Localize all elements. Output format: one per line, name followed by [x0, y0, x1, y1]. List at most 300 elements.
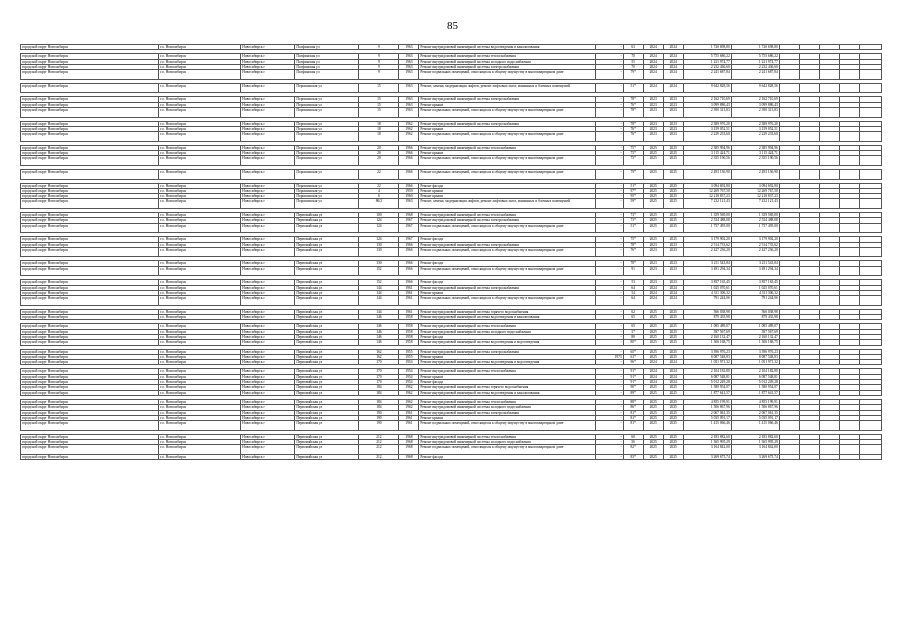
cell-c11: 2025 — [663, 405, 683, 410]
cell-c5: 9 — [359, 54, 399, 59]
cell-c13: 12 269 767,50 — [731, 188, 779, 193]
cell-c11: 2025 — [663, 145, 683, 150]
cell-c5: 6 — [359, 194, 399, 199]
cell-c12: 5 035 091,17 — [683, 415, 731, 420]
table-row — [21, 83, 882, 93]
cell-c10: 2025 — [643, 199, 663, 209]
cell-c10: 2025 — [643, 329, 663, 334]
cell-c6: 1966 — [399, 169, 419, 179]
cell-c8: - — [595, 360, 623, 365]
cell-c7: Ремонт внутридомовой инженерной системы электроснабжения — [419, 121, 595, 126]
cell-c4: Первомайская ул — [295, 415, 359, 420]
cell-c4: Порошинская ул — [295, 83, 359, 93]
cell-c1: городской округ Новосибирск — [21, 45, 159, 50]
cell-c10: 2025 — [643, 194, 663, 199]
cell-c8: - — [595, 434, 623, 439]
cell-c4: Первомайская ул — [295, 266, 359, 276]
cell-c3: Новосибирск г — [241, 194, 295, 199]
cell-c10: 2023 — [643, 102, 663, 107]
cell-c9: 81* — [623, 421, 643, 431]
cell-c8: - — [595, 390, 623, 395]
cell-c6: 1961 — [399, 309, 419, 314]
cell-c7: Ремонт крыши — [419, 354, 595, 359]
cell-c5: 124 — [359, 237, 399, 242]
cell-c10: 2025 — [643, 183, 663, 188]
empty-cell — [779, 454, 799, 459]
cell-c1: городской округ Новосибирск — [21, 315, 159, 320]
cell-c3: Новосибирск г — [241, 334, 295, 339]
cell-c13: 2 355 190,56 — [731, 156, 779, 166]
cell-c3: Новосибирск г — [241, 151, 295, 156]
cell-c12: 2 355 190,56 — [683, 156, 731, 166]
cell-c6: 1967 — [399, 223, 419, 233]
cell-c12: 2 385 994,96 — [683, 145, 731, 150]
cell-c12: 4 855 199,91 — [683, 399, 731, 404]
cell-c8: - — [595, 132, 623, 142]
cell-c5: 162 — [359, 354, 399, 359]
cell-c8: 1973 — [595, 354, 623, 359]
cell-c9: 64 — [623, 296, 643, 306]
cell-c2: г.о. Новосибирск — [159, 290, 241, 295]
cell-c12: 1 051 971,32 — [683, 360, 731, 365]
empty-cell — [819, 83, 839, 93]
cell-c7: Ремонт внутридомовой инженерной системы теплоснабжения — [419, 369, 595, 374]
cell-c2: г.о. Новосибирск — [159, 280, 241, 285]
cell-c3: Новосибирск г — [241, 296, 295, 306]
cell-c13: 1 221 974,77 — [731, 59, 779, 64]
cell-c10: 2023 — [643, 261, 663, 266]
cell-c11: 2024 — [663, 54, 683, 59]
cell-c6: 1963 — [399, 83, 419, 93]
cell-c6: 1954 — [399, 380, 419, 385]
empty-cell — [779, 169, 799, 179]
cell-c8: - — [595, 324, 623, 329]
cell-c3: Новосибирск г — [241, 132, 295, 142]
empty-cell — [799, 70, 819, 80]
cell-c5: 170 — [359, 360, 399, 365]
cell-c13: 566 038,98 — [731, 309, 779, 314]
cell-c9: 91* — [623, 380, 643, 385]
cell-c1: городской округ Новосибирск — [21, 285, 159, 290]
cell-c3: Новосибирск г — [241, 70, 295, 80]
cell-c13: 3 857 165,45 — [731, 280, 779, 285]
cell-c9: 90* — [623, 385, 643, 390]
cell-c6: 1968 — [399, 213, 419, 218]
cell-c11: 2025 — [663, 349, 683, 354]
cell-c11: 2025 — [663, 385, 683, 390]
cell-c12: 2 067 061,35 — [683, 410, 731, 415]
cell-c1: городской округ Новосибирск — [21, 145, 159, 150]
cell-c7: Ремонт фасада — [419, 237, 595, 242]
cell-c13: 3 491 294,34 — [731, 266, 779, 276]
cell-c1: городской округ Новосибирск — [21, 290, 159, 295]
cell-c6: 1966 — [399, 261, 419, 266]
cell-c11: 2023 — [663, 280, 683, 285]
empty-cell — [839, 199, 859, 209]
cell-c7: Ремонт фасада — [419, 334, 595, 339]
cell-c3: Новосибирск г — [241, 223, 295, 233]
cell-c13: 3 159 052,51 — [731, 126, 779, 131]
cell-c9: 76* — [623, 126, 643, 131]
empty-cell — [839, 223, 859, 233]
cell-c4: Первомайская ул — [295, 334, 359, 339]
cell-c1: городской округ Новосибирск — [21, 218, 159, 223]
cell-c12: 566 038,98 — [683, 309, 731, 314]
cell-c2: г.о. Новосибирск — [159, 83, 241, 93]
cell-c3: Новосибирск г — [241, 369, 295, 374]
cell-c6: 1963 — [399, 107, 419, 117]
cell-c3: Новосибирск г — [241, 380, 295, 385]
cell-c6: 1958 — [399, 315, 419, 320]
cell-c2: г.о. Новосибирск — [159, 380, 241, 385]
cell-c12: 1 415 066,46 — [683, 421, 731, 431]
cell-c8: - — [595, 97, 623, 102]
cell-c5: 184 — [359, 390, 399, 395]
cell-c11: 2025 — [663, 434, 683, 439]
cell-c6: 1961 — [399, 285, 419, 290]
cell-c13: 1 757 495,00 — [731, 223, 779, 233]
cell-c12: 6 087 548,81 — [683, 374, 731, 379]
cell-c10: 2025 — [643, 156, 663, 166]
cell-c8: - — [595, 121, 623, 126]
cell-c12: 2 390 313,83 — [683, 107, 731, 117]
cell-c4: Порошинская ул — [295, 126, 359, 131]
cell-c5: 212 — [359, 454, 399, 459]
cell-c6: 1961 — [399, 410, 419, 415]
cell-c11: 2025 — [663, 410, 683, 415]
cell-c6: 1954 — [399, 360, 419, 365]
cell-c9: 55 — [623, 59, 643, 64]
cell-c9: 64 — [623, 285, 643, 290]
cell-c6: 1963 — [399, 64, 419, 69]
cell-c13: 2 160 132,47 — [731, 334, 779, 339]
cell-c6: 1963 — [399, 199, 419, 209]
cell-c12: 9 642 828,56 — [683, 83, 731, 93]
cell-c12: 1 757 495,00 — [683, 223, 731, 233]
cell-c2: г.о. Новосибирск — [159, 156, 241, 166]
cell-c8: - — [595, 102, 623, 107]
cell-c3: Новосибирск г — [241, 315, 295, 320]
cell-c7: Ремонт фасада — [419, 454, 595, 459]
cell-c13: 2 229 233,60 — [731, 132, 779, 142]
cell-c4: Полфинская ул — [295, 45, 359, 50]
cell-c5: 20 — [359, 151, 399, 156]
cell-c2: г.о. Новосибирск — [159, 405, 241, 410]
cell-c5: 4 — [359, 188, 399, 193]
cell-c7: Ремонт, замена, модернизация лифтов, ремонт лифтовых шахт, машинных и блочных помещений — [419, 199, 595, 209]
cell-c13: 2 493 136,90 — [731, 169, 779, 179]
empty-cell — [799, 421, 819, 431]
cell-c7: Ремонт внутридомовой инженерной системы электроснабжения — [419, 97, 595, 102]
cell-c5: 9 — [359, 70, 399, 80]
cell-c2: г.о. Новосибирск — [159, 194, 241, 199]
cell-c8: - — [595, 399, 623, 404]
cell-c9: 70 — [623, 54, 643, 59]
cell-c5: 124 — [359, 218, 399, 223]
cell-c1: городской округ Новосибирск — [21, 324, 159, 329]
cell-c5: 130 — [359, 242, 399, 247]
cell-c4: Первомайская ул — [295, 218, 359, 223]
cell-c6: 1968 — [399, 440, 419, 445]
cell-c3: Новосибирск г — [241, 218, 295, 223]
cell-c5: 152 — [359, 266, 399, 276]
cell-c10: 2023 — [643, 132, 663, 142]
cell-c8: - — [595, 213, 623, 218]
cell-c13: 1 359 569,00 — [731, 213, 779, 218]
cell-c1: городской округ Новосибирск — [21, 329, 159, 334]
cell-c10: 2023 — [643, 126, 663, 131]
cell-c7: Ремонт внутридомовой инженерной системы горячего водоснабжения — [419, 385, 595, 390]
cell-c7: Ремонт внутридомовой инженерной системы водоотведения и водоотведения — [419, 340, 595, 345]
cell-c2: г.о. Новосибирск — [159, 296, 241, 306]
capital-repair-table — [20, 44, 882, 460]
cell-c1: городской округ Новосибирск — [21, 213, 159, 218]
cell-c10: 2024 — [643, 380, 663, 385]
cell-c7: Ремонт фасада — [419, 280, 595, 285]
cell-c4: Первомайская ул — [295, 315, 359, 320]
cell-c6: 1958 — [399, 334, 419, 339]
cell-c3: Новосибирск г — [241, 360, 295, 365]
cell-c1: городской округ Новосибирск — [21, 340, 159, 345]
empty-cell — [799, 445, 819, 455]
cell-c1: городской округ Новосибирск — [21, 121, 159, 126]
cell-c1: городской округ Новосибирск — [21, 349, 159, 354]
table-row — [21, 247, 882, 257]
cell-c12: 3 094 692,80 — [683, 183, 731, 188]
cell-c2: г.о. Новосибирск — [159, 360, 241, 365]
cell-c13: 1 506 867,96 — [731, 405, 779, 410]
cell-c11: 2025 — [663, 218, 683, 223]
cell-c7: Ремонт внутридомовой инженерной системы водоотведения и водоотведения — [419, 360, 595, 365]
cell-c5: 146 — [359, 324, 399, 329]
cell-c3: Новосибирск г — [241, 385, 295, 390]
cell-c1: городской округ Новосибирск — [21, 247, 159, 257]
cell-c6: 1963 — [399, 45, 419, 50]
cell-c4: Первомайская ул — [295, 340, 359, 345]
cell-c10: 2024 — [643, 360, 663, 365]
cell-c5: 144 — [359, 309, 399, 314]
cell-c3: Новосибирск г — [241, 59, 295, 64]
cell-c5: 18 — [359, 126, 399, 131]
cell-c12: 3 164 842,00 — [683, 445, 731, 455]
cell-c12: 5 012 249,28 — [683, 380, 731, 385]
cell-c6: 1966 — [399, 280, 419, 285]
cell-c5: 184 — [359, 385, 399, 390]
cell-c9: 80 — [623, 334, 643, 339]
cell-c4: Первомайская ул — [295, 445, 359, 455]
cell-c7: Ремонт внутридомовой инженерной системы водоотведения и канализования — [419, 390, 595, 395]
cell-c6: 1962 — [399, 132, 419, 142]
cell-c8: - — [595, 188, 623, 193]
cell-c12: 397 567,69 — [683, 329, 731, 334]
cell-c2: г.о. Новосибирск — [159, 132, 241, 142]
cell-c5: 18 — [359, 132, 399, 142]
cell-c8: - — [595, 223, 623, 233]
cell-c2: г.о. Новосибирск — [159, 242, 241, 247]
cell-c13: 2 514 733,62 — [731, 242, 779, 247]
cell-c3: Новосибирск г — [241, 45, 295, 50]
cell-c10: 2025 — [643, 434, 663, 439]
empty-cell — [819, 223, 839, 233]
cell-c4: Первомайская ул — [295, 213, 359, 218]
cell-c6: 1963 — [399, 59, 419, 64]
cell-c12: 1 359 569,00 — [683, 213, 731, 218]
cell-c6: 1962 — [399, 385, 419, 390]
cell-c11: 2023 — [663, 102, 683, 107]
table-row — [21, 454, 882, 459]
cell-c2: г.о. Новосибирск — [159, 54, 241, 59]
cell-c1: городской округ Новосибирск — [21, 410, 159, 415]
cell-c11: 2025 — [663, 315, 683, 320]
cell-c6: 1955 — [399, 349, 419, 354]
cell-c12: 3 099 886,43 — [683, 102, 731, 107]
cell-c4: Порошинская ул — [295, 169, 359, 179]
cell-c8: - — [595, 340, 623, 345]
cell-c1: городской округ Новосибирск — [21, 334, 159, 339]
cell-c9: 80* — [623, 340, 643, 345]
cell-c3: Новосибирск г — [241, 64, 295, 69]
cell-c9: 65* — [623, 349, 643, 354]
empty-cell — [799, 247, 819, 257]
empty-cell — [799, 83, 819, 93]
cell-c13: 1 580 954,07 — [731, 385, 779, 390]
cell-c8: - — [595, 334, 623, 339]
cell-c11: 2025 — [663, 183, 683, 188]
cell-c5: 86/2 — [359, 199, 399, 209]
cell-c11: 2025 — [663, 340, 683, 345]
cell-c5: 144 — [359, 296, 399, 306]
cell-c2: г.о. Новосибирск — [159, 59, 241, 64]
cell-c4: Первомайская ул — [295, 285, 359, 290]
cell-c11: 2023 — [663, 247, 683, 257]
cell-c3: Новосибирск г — [241, 83, 295, 93]
cell-c13: 1 085 489,07 — [731, 324, 779, 329]
cell-c5: 190 — [359, 410, 399, 415]
cell-c10: 2025 — [643, 415, 663, 420]
cell-c11: 2023 — [663, 97, 683, 102]
cell-c13: 2 162 710,69 — [731, 97, 779, 102]
cell-c13: 1 720 698,80 — [731, 45, 779, 50]
cell-c8: - — [595, 405, 623, 410]
cell-c7: Ремонт внутридомовой инженерной системы холодного водоснабжения — [419, 59, 595, 64]
cell-c4: Первомайская ул — [295, 223, 359, 233]
cell-c12: 1 580 954,07 — [683, 385, 731, 390]
cell-c13: 5 035 091,17 — [731, 415, 779, 420]
cell-c6: 1967 — [399, 218, 419, 223]
cell-c10: 2025 — [643, 188, 663, 193]
table-row — [21, 156, 882, 166]
cell-c4: Первомайская ул — [295, 369, 359, 374]
cell-c6: 1958 — [399, 324, 419, 329]
cell-c11: 2025 — [663, 329, 683, 334]
cell-c1: городской округ Новосибирск — [21, 169, 159, 179]
cell-c12: 1 506 867,96 — [683, 405, 731, 410]
cell-c2: г.о. Новосибирск — [159, 199, 241, 209]
cell-c9: 91* — [623, 369, 643, 374]
cell-c10: 2025 — [643, 309, 663, 314]
cell-c4: Первомайская ул — [295, 454, 359, 459]
cell-c8: - — [595, 247, 623, 257]
cell-c6: 1962 — [399, 390, 419, 395]
cell-c5: 170 — [359, 374, 399, 379]
cell-c6: 1961 — [399, 421, 419, 431]
cell-c5: 152 — [359, 280, 399, 285]
cell-c6: 1962 — [399, 399, 419, 404]
cell-c11: 2025 — [663, 334, 683, 339]
cell-c7: Ремонт подвальных помещений, относящихся к общему имуществу в многоквартирном доме — [419, 107, 595, 117]
cell-c2: г.о. Новосибирск — [159, 434, 241, 439]
cell-c9: 73* — [623, 218, 643, 223]
cell-c9: 97* — [623, 188, 643, 193]
cell-c13: 8 087 548,83 — [731, 354, 779, 359]
cell-c2: г.о. Новосибирск — [159, 324, 241, 329]
cell-c11: 2025 — [663, 169, 683, 179]
cell-c4: Первомайская ул — [295, 242, 359, 247]
cell-c1: городской округ Новосибирск — [21, 102, 159, 107]
cell-c7: Ремонт крыши — [419, 415, 595, 420]
cell-c9: 82* — [623, 445, 643, 455]
cell-c13: 1 365 995,29 — [731, 440, 779, 445]
cell-c12: 3 269 675,74 — [683, 454, 731, 459]
cell-c5: 212 — [359, 445, 399, 455]
cell-c7: Ремонт внутридомовой инженерной системы электроснабжения — [419, 64, 595, 69]
table-row — [21, 199, 882, 209]
cell-c2: г.о. Новосибирск — [159, 266, 241, 276]
cell-c11: 2024 — [663, 360, 683, 365]
cell-c3: Новосибирск г — [241, 290, 295, 295]
cell-c4: Первомайская ул — [295, 385, 359, 390]
cell-c13: 2 390 313,83 — [731, 107, 779, 117]
cell-c6: 1958 — [399, 340, 419, 345]
cell-c9: 75* — [623, 151, 643, 156]
cell-c13: 879 435,98 — [731, 315, 779, 320]
empty-cell — [779, 296, 799, 306]
cell-c3: Новосибирск г — [241, 199, 295, 209]
cell-c6: 1961 — [399, 415, 419, 420]
cell-c1: городской округ Новосибирск — [21, 415, 159, 420]
cell-c1: городской округ Новосибирск — [21, 83, 159, 93]
cell-c10: 2023 — [643, 280, 663, 285]
cell-c3: Новосибирск г — [241, 324, 295, 329]
cell-c12: 1 085 489,07 — [683, 324, 731, 329]
cell-c10: 2025 — [643, 145, 663, 150]
cell-c9: 79* — [623, 169, 643, 179]
cell-c2: г.о. Новосибирск — [159, 340, 241, 345]
cell-c4: Порошинская ул — [295, 199, 359, 209]
empty-cell — [799, 169, 819, 179]
cell-c12: 791 244,06 — [683, 296, 731, 306]
cell-c1: городской округ Новосибирск — [21, 261, 159, 266]
cell-c1: городской округ Новосибирск — [21, 280, 159, 285]
cell-c7: Ремонт крыши — [419, 126, 595, 131]
cell-c7: Ремонт подвальных помещений, относящихся к общему имуществу в многоквартирном доме — [419, 296, 595, 306]
cell-c7: Ремонт крыши — [419, 290, 595, 295]
cell-c13: 3 396 976,23 — [731, 349, 779, 354]
cell-c8: - — [595, 199, 623, 209]
empty-cell — [839, 421, 859, 431]
cell-c12: 4 311 306,32 — [683, 290, 731, 295]
cell-c6: 1968 — [399, 434, 419, 439]
cell-c13: 3 164 842,00 — [731, 445, 779, 455]
cell-c1: городской округ Новосибирск — [21, 126, 159, 131]
cell-c12: 2 534 488,08 — [683, 218, 731, 223]
cell-c10: 2024 — [643, 70, 663, 80]
cell-c5: 212 — [359, 440, 399, 445]
cell-c6: 1954 — [399, 374, 419, 379]
cell-c10: 2025 — [643, 223, 663, 233]
cell-c3: Новосибирск г — [241, 280, 295, 285]
cell-c13: 1 415 066,46 — [731, 421, 779, 431]
